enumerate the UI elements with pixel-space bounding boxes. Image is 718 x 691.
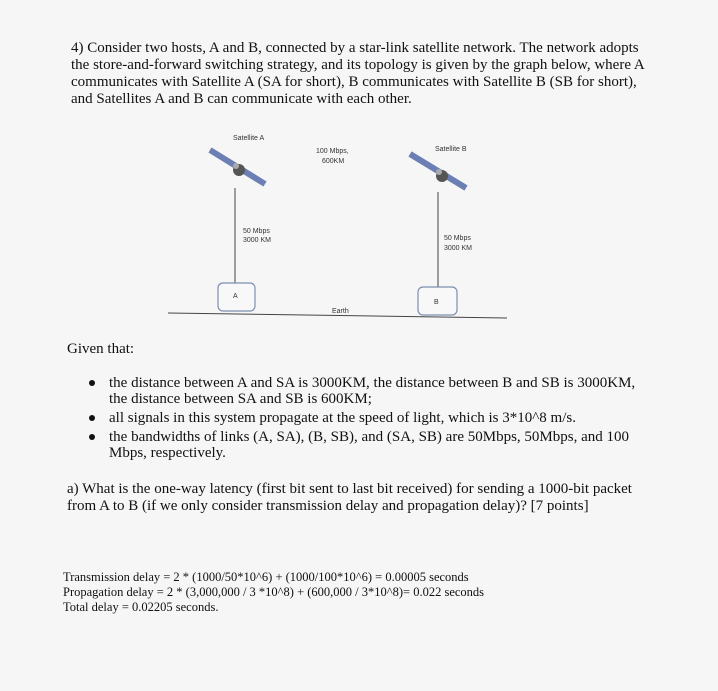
link-b-sb-distance: 3000 KM	[444, 245, 473, 252]
given-bullet: the bandwidths of links (A, SA), (B, SB), and (SA, SB) are 50Mbps, 50Mbps, and 100 Mbps, respectively.	[85, 429, 655, 461]
earth-label: Earth	[332, 308, 349, 315]
link-b-sb-bandwidth: 50 Mbps	[444, 235, 471, 242]
question-text: 4) Consider two hosts, A and B, connected by a star-link satellite network. The network adopts the store-and-forward switching strategy, and its topology is given by the graph below, where A communicates with Satellite A (SA for short), B communicates with Satellite B (SB for short), and Satellites A and B can communicate with each other.	[71, 40, 644, 107]
link-sa-sb-distance: 600KM	[322, 158, 345, 165]
transmission-delay-line: Transmission delay = 2 * (1000/50*10^6) + (1000/100*10^6) = 0.00005 seconds	[63, 570, 469, 584]
propagation-delay-line: Propagation delay = 2 * (3,000,000 / 3 *10^8) + (600,000 / 3*10^8)= 0.022 seconds	[63, 585, 485, 599]
satellite-a-icon	[210, 150, 265, 184]
host-b-label: B	[434, 299, 439, 306]
given-bullet: the distance between A and SA is 3000KM, the distance between B and SB is 3000KM, the distance between SA and SB is 600KM;	[85, 375, 655, 407]
given-list	[85, 375, 655, 464]
total-delay-line: Total delay = 0.02205 seconds.	[63, 600, 219, 614]
given-bullet: all signals in this system propagate at the speed of light, which is 3*10^8 m/s.	[85, 410, 655, 426]
answer-block	[63, 570, 563, 615]
network-diagram	[0, 0, 718, 330]
satellite-b-label: Satellite B	[435, 146, 467, 153]
given-heading: Given that:	[67, 341, 135, 357]
part-a-question: a) What is the one-way latency (first bit sent to last bit received) for sending a 1000-bit packet from A to B (if we only consider transmission delay and propagation delay)? [7 points]	[67, 481, 632, 514]
link-sa-sb-bandwidth: 100 Mbps,	[316, 148, 349, 155]
satellite-b-icon	[410, 154, 466, 188]
link-a-sa-bandwidth: 50 Mbps	[243, 228, 270, 235]
link-a-sa-distance: 3000 KM	[243, 237, 272, 244]
host-a-label: A	[233, 293, 238, 300]
satellite-a-label: Satellite A	[233, 135, 265, 142]
